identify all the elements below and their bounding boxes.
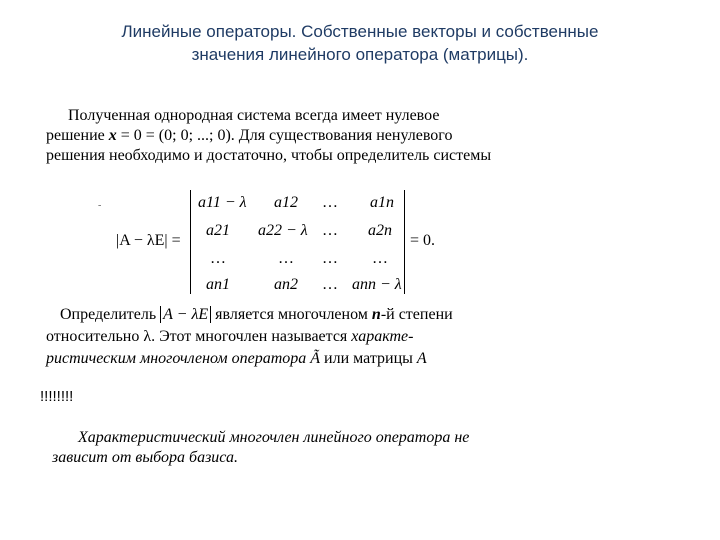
matrix-cell: a22 − λ (258, 222, 308, 239)
paragraph-line: Определитель A − λE является многочленом n-й степени (60, 306, 453, 323)
slide-title-line-2: значения линейного оператора (матрицы). (191, 45, 529, 64)
matrix-cell: a2n (368, 222, 392, 239)
determinant-lhs: |A − λE| = (116, 232, 181, 249)
matrix-cell: a21 (206, 222, 230, 239)
slide-title (40, 20, 680, 66)
slide-title-line-1: Линейные операторы. Собственные векторы и собственные (121, 22, 599, 41)
matrix-cell: … (278, 250, 294, 267)
matrix-cell: … (322, 276, 338, 293)
paragraph-basis-independence (52, 428, 572, 468)
determinant-rhs: = 0. (410, 232, 436, 249)
matrix-cell: … (322, 194, 338, 211)
matrix-cell: … (322, 222, 338, 239)
paragraph-characteristic-polynomial (46, 304, 526, 370)
paragraph-line: ристическим многочленом оператора Ã или матрицы A (46, 350, 427, 367)
paragraph-line: Полученная однородная система всегда имеет нулевое (68, 107, 440, 124)
matrix-cell: an1 (206, 276, 230, 293)
matrix-cell: a1n (370, 194, 394, 211)
matrix-cell: a12 (274, 194, 298, 211)
matrix-cell: … (322, 250, 338, 267)
matrix-cell: … (210, 250, 226, 267)
matrix-cell: an2 (274, 276, 298, 293)
determinant-equation: - |A − λE| = a11 − λ a12 … a1n a21 a22 − λ … a2n … … … … an1 an2 … ann − λ = 0. (98, 190, 458, 300)
exclamation-marks: !!!!!!!! (40, 388, 74, 405)
matrix-cell: … (372, 250, 388, 267)
paragraph-line: Характеристический многочлен линейного оператора не (78, 429, 470, 446)
matrix-cell: a11 − λ (198, 194, 247, 211)
paragraph-line: относительно λ. Этот многочлен называется характе- (46, 328, 414, 345)
paragraph-line: решения необходимо и достаточно, чтобы определитель системы (46, 147, 492, 164)
determinant-right-bar (404, 190, 405, 294)
determinant-left-bar (190, 190, 191, 294)
paragraph-homogeneous-system (46, 106, 546, 166)
paragraph-line: зависит от выбора базиса. (52, 449, 238, 466)
paragraph-line: решение x = 0 = (0; 0; ...; 0). Для существования ненулевого (46, 127, 453, 144)
matrix-cell: ann − λ (352, 276, 402, 293)
